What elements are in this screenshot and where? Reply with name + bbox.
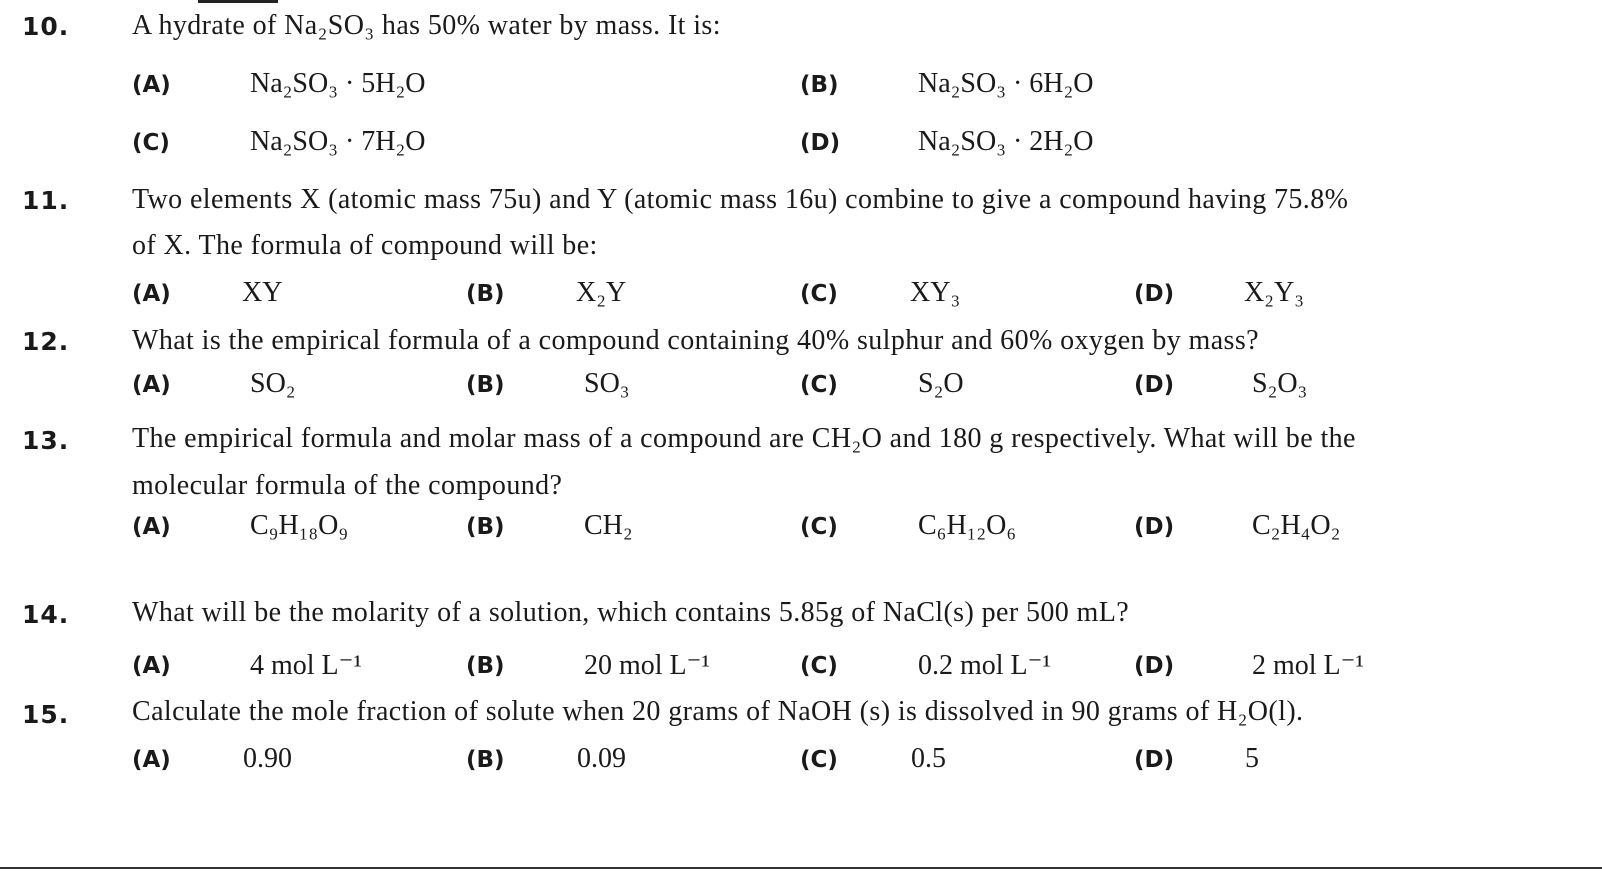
question-text-line-1: Two elements X (atomic mass 75u) and Y (atomic mass 16u) combine to give a compound having 75.8% [132, 184, 1349, 215]
question-text-line-2: of X. The formula of compound will be: [132, 230, 598, 261]
question-number: 14. [22, 600, 70, 629]
question-number: 13. [22, 426, 70, 455]
option-label[interactable]: (D) [800, 130, 841, 156]
option-value[interactable]: C₆H₁₂O₆ [918, 510, 1017, 541]
option-label[interactable]: (C) [800, 372, 838, 398]
option-value[interactable]: 20 mol L⁻¹ [584, 650, 710, 681]
option-label[interactable]: (A) [132, 747, 171, 773]
option-value[interactable]: X₂Y₃ [1244, 277, 1304, 308]
option-label[interactable]: (C) [132, 130, 170, 156]
question-text: What is the empirical formula of a compound containing 40% sulphur and 60% oxygen by mass? [132, 325, 1259, 356]
question-text-line-2: molecular formula of the compound? [132, 470, 563, 501]
option-label[interactable]: (A) [132, 281, 171, 307]
option-label[interactable]: (D) [1134, 747, 1175, 773]
question-text: A hydrate of Na₂SO₃ has 50% water by mass. It is: [132, 10, 721, 41]
question-number: 10. [22, 12, 70, 41]
option-value[interactable]: 0.09 [577, 743, 626, 774]
option-label[interactable]: (C) [800, 747, 838, 773]
option-value[interactable]: 0.5 [911, 743, 946, 774]
option-label[interactable]: (B) [800, 72, 839, 98]
option-value[interactable]: XY [242, 277, 283, 308]
option-label[interactable]: (D) [1134, 281, 1175, 307]
option-value[interactable]: XY₃ [910, 277, 961, 308]
option-label[interactable]: (B) [466, 653, 505, 679]
option-value[interactable]: SO₃ [584, 368, 630, 399]
option-value[interactable]: C₉H₁₈O₉ [250, 510, 349, 541]
option-label[interactable]: (D) [1134, 372, 1175, 398]
option-value[interactable]: 4 mol L⁻¹ [250, 650, 362, 681]
question-text: Calculate the mole fraction of solute when 20 grams of NaOH (s) is dissolved in 90 grams of H₂O(l). [132, 696, 1304, 727]
option-value[interactable]: S₂O₃ [1252, 368, 1308, 399]
question-text-line-1: The empirical formula and molar mass of a compound are CH₂O and 180 g respectively. What will be the [132, 423, 1356, 454]
header-rule-fragment [198, 0, 278, 3]
option-label[interactable]: (B) [466, 372, 505, 398]
option-value[interactable]: 0.2 mol L⁻¹ [918, 650, 1051, 681]
option-label[interactable]: (C) [800, 514, 838, 540]
option-label[interactable]: (D) [1134, 653, 1175, 679]
question-text: What will be the molarity of a solution, which contains 5.85g of NaCl(s) per 500 mL? [132, 597, 1130, 628]
option-value[interactable]: Na₂SO₃ · 6H₂O [918, 68, 1094, 99]
option-value[interactable]: S₂O [918, 368, 964, 399]
option-label[interactable]: (B) [466, 281, 505, 307]
option-value[interactable]: 2 mol L⁻¹ [1252, 650, 1364, 681]
option-label[interactable]: (A) [132, 514, 171, 540]
option-value[interactable]: CH₂ [584, 510, 633, 541]
bottom-rule [0, 867, 1602, 869]
option-label[interactable]: (B) [466, 514, 505, 540]
option-label[interactable]: (A) [132, 653, 171, 679]
option-value[interactable]: Na₂SO₃ · 5H₂O [250, 68, 426, 99]
option-label[interactable]: (C) [800, 281, 838, 307]
option-value[interactable]: Na₂SO₃ · 7H₂O [250, 126, 426, 157]
question-number: 15. [22, 700, 70, 729]
option-label[interactable]: (D) [1134, 514, 1175, 540]
option-value[interactable]: Na₂SO₃ · 2H₂O [918, 126, 1094, 157]
option-value[interactable]: 5 [1245, 743, 1259, 774]
option-value[interactable]: C₂H₄O₂ [1252, 510, 1341, 541]
option-label[interactable]: (A) [132, 72, 171, 98]
question-number: 12. [22, 327, 70, 356]
option-label[interactable]: (B) [466, 747, 505, 773]
option-value[interactable]: SO₂ [250, 368, 296, 399]
option-value[interactable]: X₂Y [576, 277, 627, 308]
question-number: 11. [22, 186, 70, 215]
option-label[interactable]: (A) [132, 372, 171, 398]
option-value[interactable]: 0.90 [243, 743, 292, 774]
option-label[interactable]: (C) [800, 653, 838, 679]
page-top-edge [0, 0, 1602, 10]
